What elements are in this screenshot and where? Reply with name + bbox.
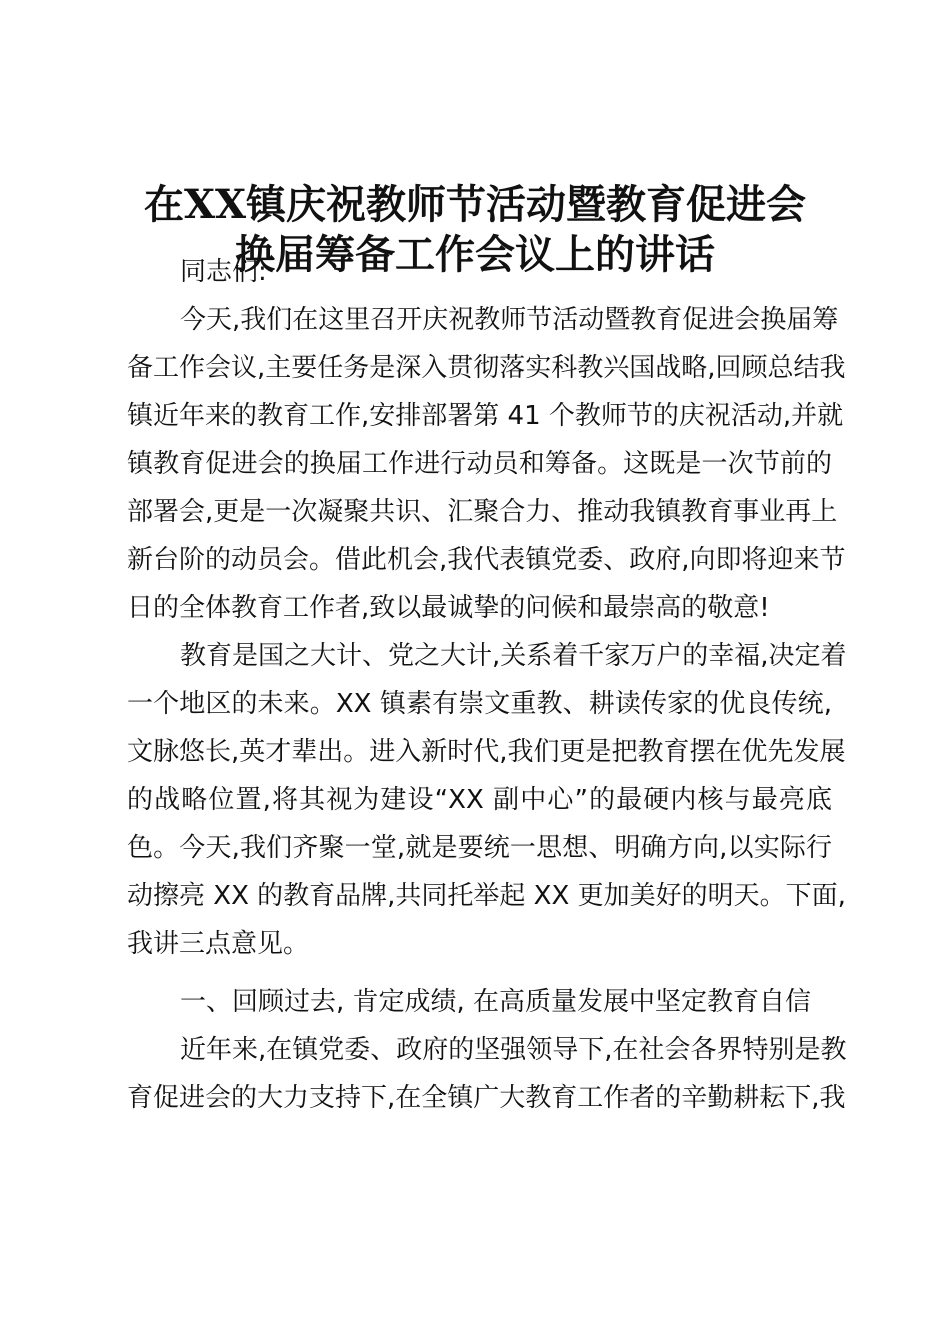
text-line: 日的全体教育工作者,致以最诚挚的问候和最崇高的敬意! xyxy=(127,593,770,623)
text-line: 部署会,更是一次凝聚共识、汇聚合力、推动我镇教育事业再上 xyxy=(127,497,838,527)
paragraph-1 xyxy=(127,296,846,632)
paragraph-3 xyxy=(127,1026,847,1122)
section-heading: 一、回顾过去, 肯定成绩, 在高质量发展中坚定教育自信 xyxy=(180,987,812,1017)
text-line: 文脉悠长,英才辈出。进入新时代,我们更是把教育摆在优先发展 xyxy=(127,737,846,767)
title-line-1: 在XX镇庆祝教师节活动暨教育促进会 xyxy=(143,181,807,228)
text-line: 今天,我们在这里召开庆祝教师节活动暨教育促进会换届筹 xyxy=(180,305,839,335)
paragraph-2 xyxy=(127,632,847,968)
text-line: 色。今天,我们齐聚一堂,就是要统一思想、明确方向,以实际行 xyxy=(127,833,832,863)
document-body xyxy=(127,248,847,1122)
text-line: 近年来,在镇党委、政府的坚强领导下,在社会各界特别是教 xyxy=(180,1035,847,1065)
salutation: 同志们: xyxy=(180,257,267,287)
text-line: 镇教育促进会的换届工作进行动员和筹备。这既是一次节前的 xyxy=(127,449,832,479)
text-line: 我讲三点意见。 xyxy=(127,929,310,959)
text-line: 备工作会议,主要任务是深入贯彻落实科教兴国战略,回顾总结我 xyxy=(127,353,846,383)
text-line: 动擦亮 XX 的教育品牌,共同托举起 XX 更加美好的明天。下面, xyxy=(127,881,846,911)
text-line: 镇近年来的教育工作,安排部署第 41 个教师节的庆祝活动,并就 xyxy=(127,401,844,431)
text-line: 育促进会的大力支持下,在全镇广大教育工作者的辛勤耕耘下,我 xyxy=(127,1083,846,1113)
text-line: 一个地区的未来。XX 镇素有崇文重教、耕读传家的优良传统, xyxy=(127,689,832,719)
text-line: 新台阶的动员会。借此机会,我代表镇党委、政府,向即将迎来节 xyxy=(127,545,846,575)
title-line-2: 换届筹备工作会议上的讲话 xyxy=(235,231,715,278)
text-line: 的战略位置,将其视为建设“XX 副中心”的最硬内核与最亮底 xyxy=(127,785,832,815)
text-line: 教育是国之大计、党之大计,关系着千家万户的幸福,决定着 xyxy=(180,641,847,671)
